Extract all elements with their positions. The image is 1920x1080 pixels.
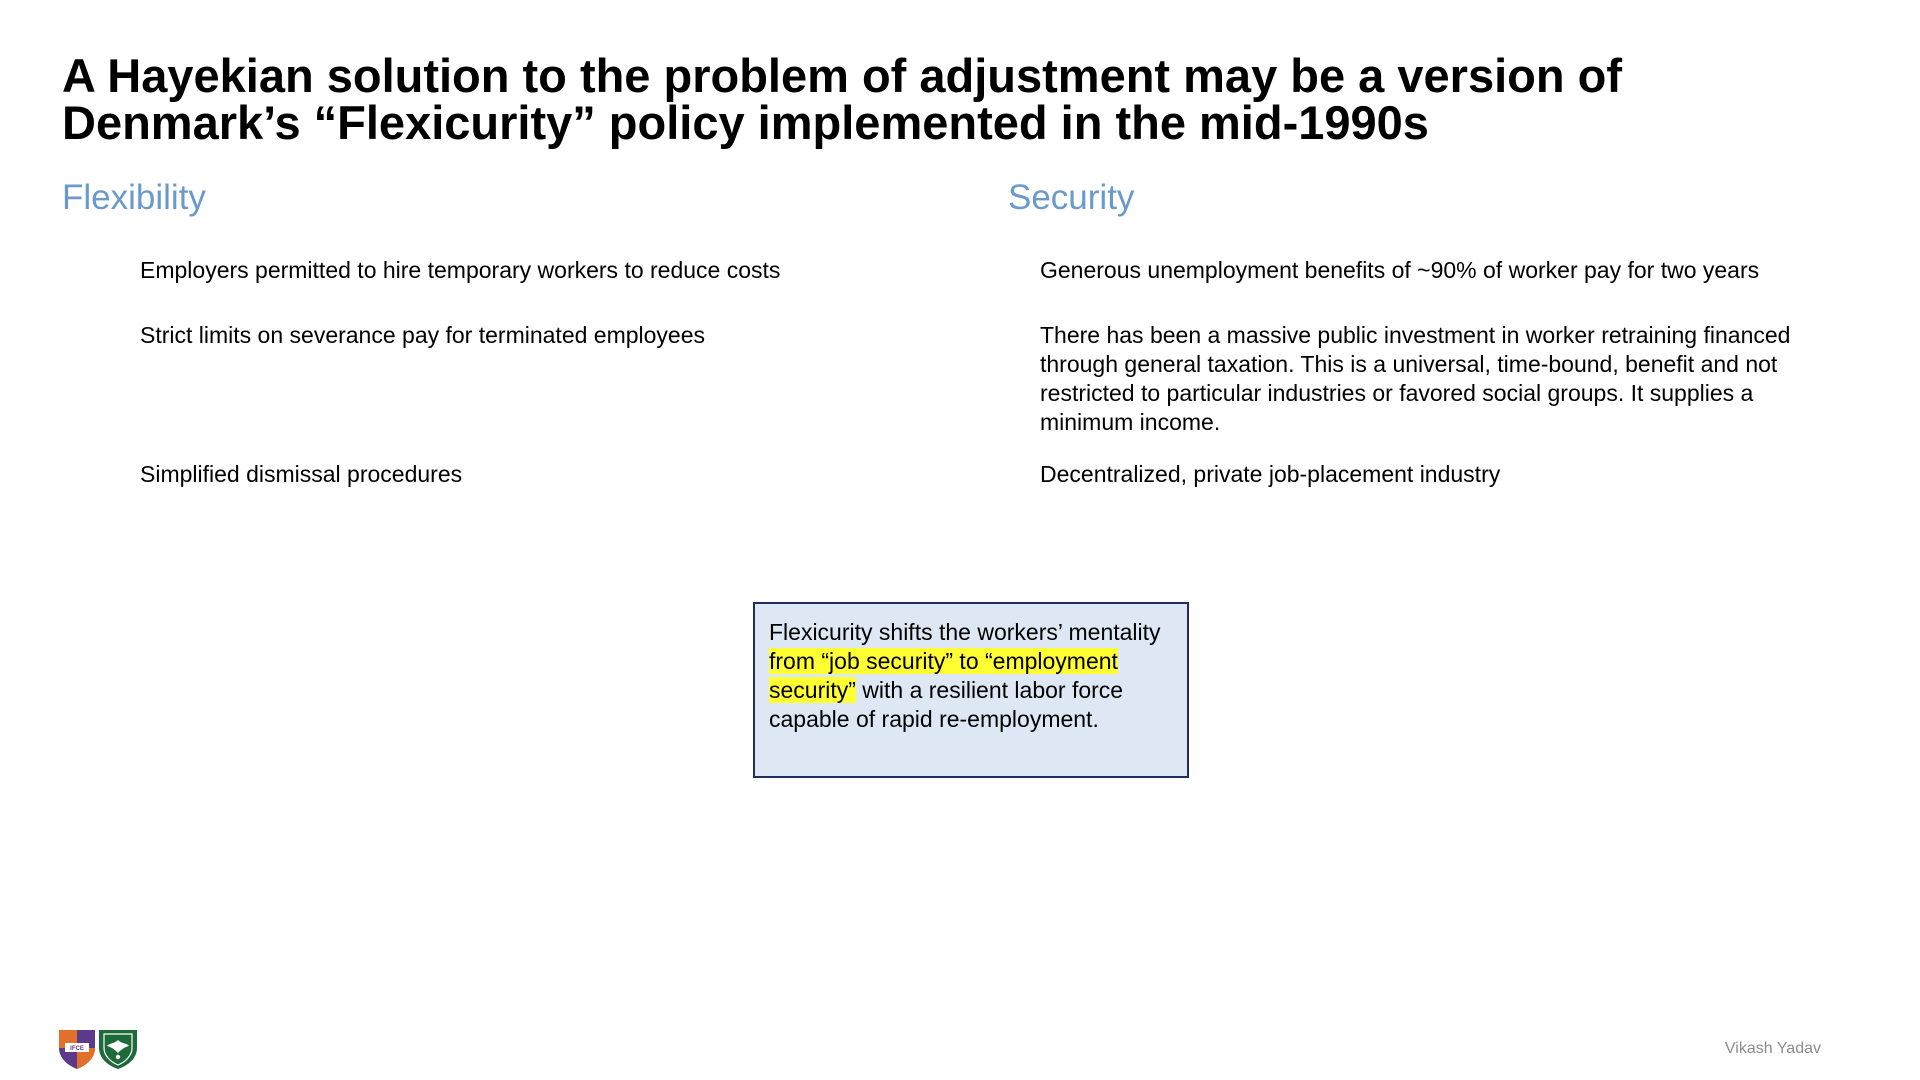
shield-logo-icon — [59, 1030, 95, 1069]
callout-text-before: Flexicurity shifts the workers’ mentality — [769, 619, 1161, 645]
flexibility-heading: Flexibility — [62, 178, 206, 217]
slide-title: A Hayekian solution to the problem of adjustment may be a version of Denmark’s “Flexicurity” policy implemented in the mid-1990s — [62, 49, 1622, 149]
security-heading: Security — [1008, 178, 1135, 217]
security-item-unemployment-benefits: Generous unemployment benefits of ~90% of worker pay for two years — [1040, 257, 1760, 283]
callout-text-after: with a resilient labor force capable of rapid re-employment. — [769, 677, 1124, 732]
shield-logo-label: IFCE — [70, 1046, 84, 1052]
author-name: Vikash Yadav — [1724, 1040, 1821, 1057]
security-item-worker-retraining: There has been a massive public investment in worker retraining financed through general taxation. This is a universal, time-bound, benefit and not restricted to particular industries or favored social groups. It supplies a minimum income. — [1040, 322, 1791, 435]
callout-highlighted-text: from “job security” to “employment security” — [769, 648, 1118, 703]
flexibility-item-temporary-workers: Employers permitted to hire temporary workers to reduce costs — [140, 257, 781, 283]
security-item-job-placement: Decentralized, private job-placement industry — [1040, 461, 1501, 487]
flexicurity-callout-box — [753, 602, 1189, 778]
flexibility-item-dismissal-procedures: Simplified dismissal procedures — [140, 461, 463, 487]
institution-logos — [57, 1026, 139, 1070]
flexibility-item-severance-limits: Strict limits on severance pay for terminated employees — [140, 322, 706, 348]
eagle-crest-icon — [99, 1030, 137, 1069]
